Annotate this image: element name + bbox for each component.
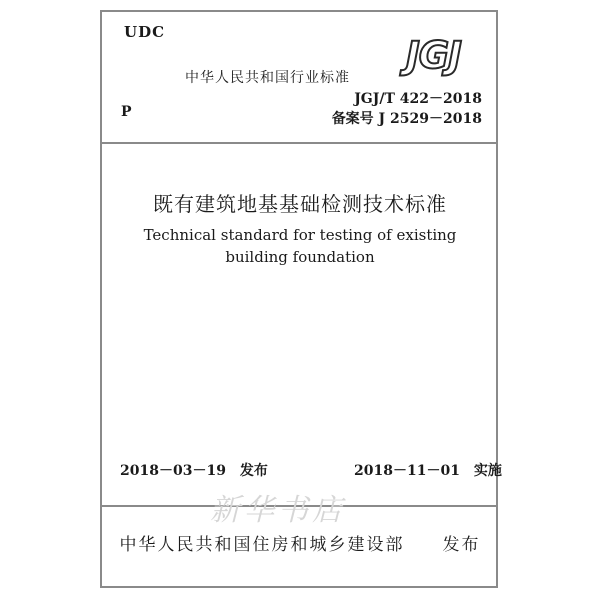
issue-date: 2018－03－19 发布 — [120, 463, 268, 479]
udc-label: UDC — [124, 23, 166, 41]
series-title: 中华人民共和国行业标准 — [185, 70, 350, 86]
header-divider — [100, 142, 498, 144]
classification-code: P — [121, 104, 132, 120]
watermark-text: 新华书店 — [210, 493, 346, 528]
title-english-line2: building foundation — [225, 248, 375, 266]
publisher: 中华人民共和国住房和城乡建设部 发布 — [119, 535, 481, 555]
standard-code: JGJ/T 422－2018 — [354, 91, 482, 107]
implementation-date: 2018－11－01 实施 — [354, 463, 502, 479]
title-english-line1: Technical standard for testing of existing — [143, 226, 457, 244]
title-chinese: 既有建筑地基基础检测技术标准 — [153, 192, 447, 216]
jgj-logo: JGJ — [406, 34, 461, 77]
record-number: 备案号 J 2529－2018 — [331, 111, 482, 127]
